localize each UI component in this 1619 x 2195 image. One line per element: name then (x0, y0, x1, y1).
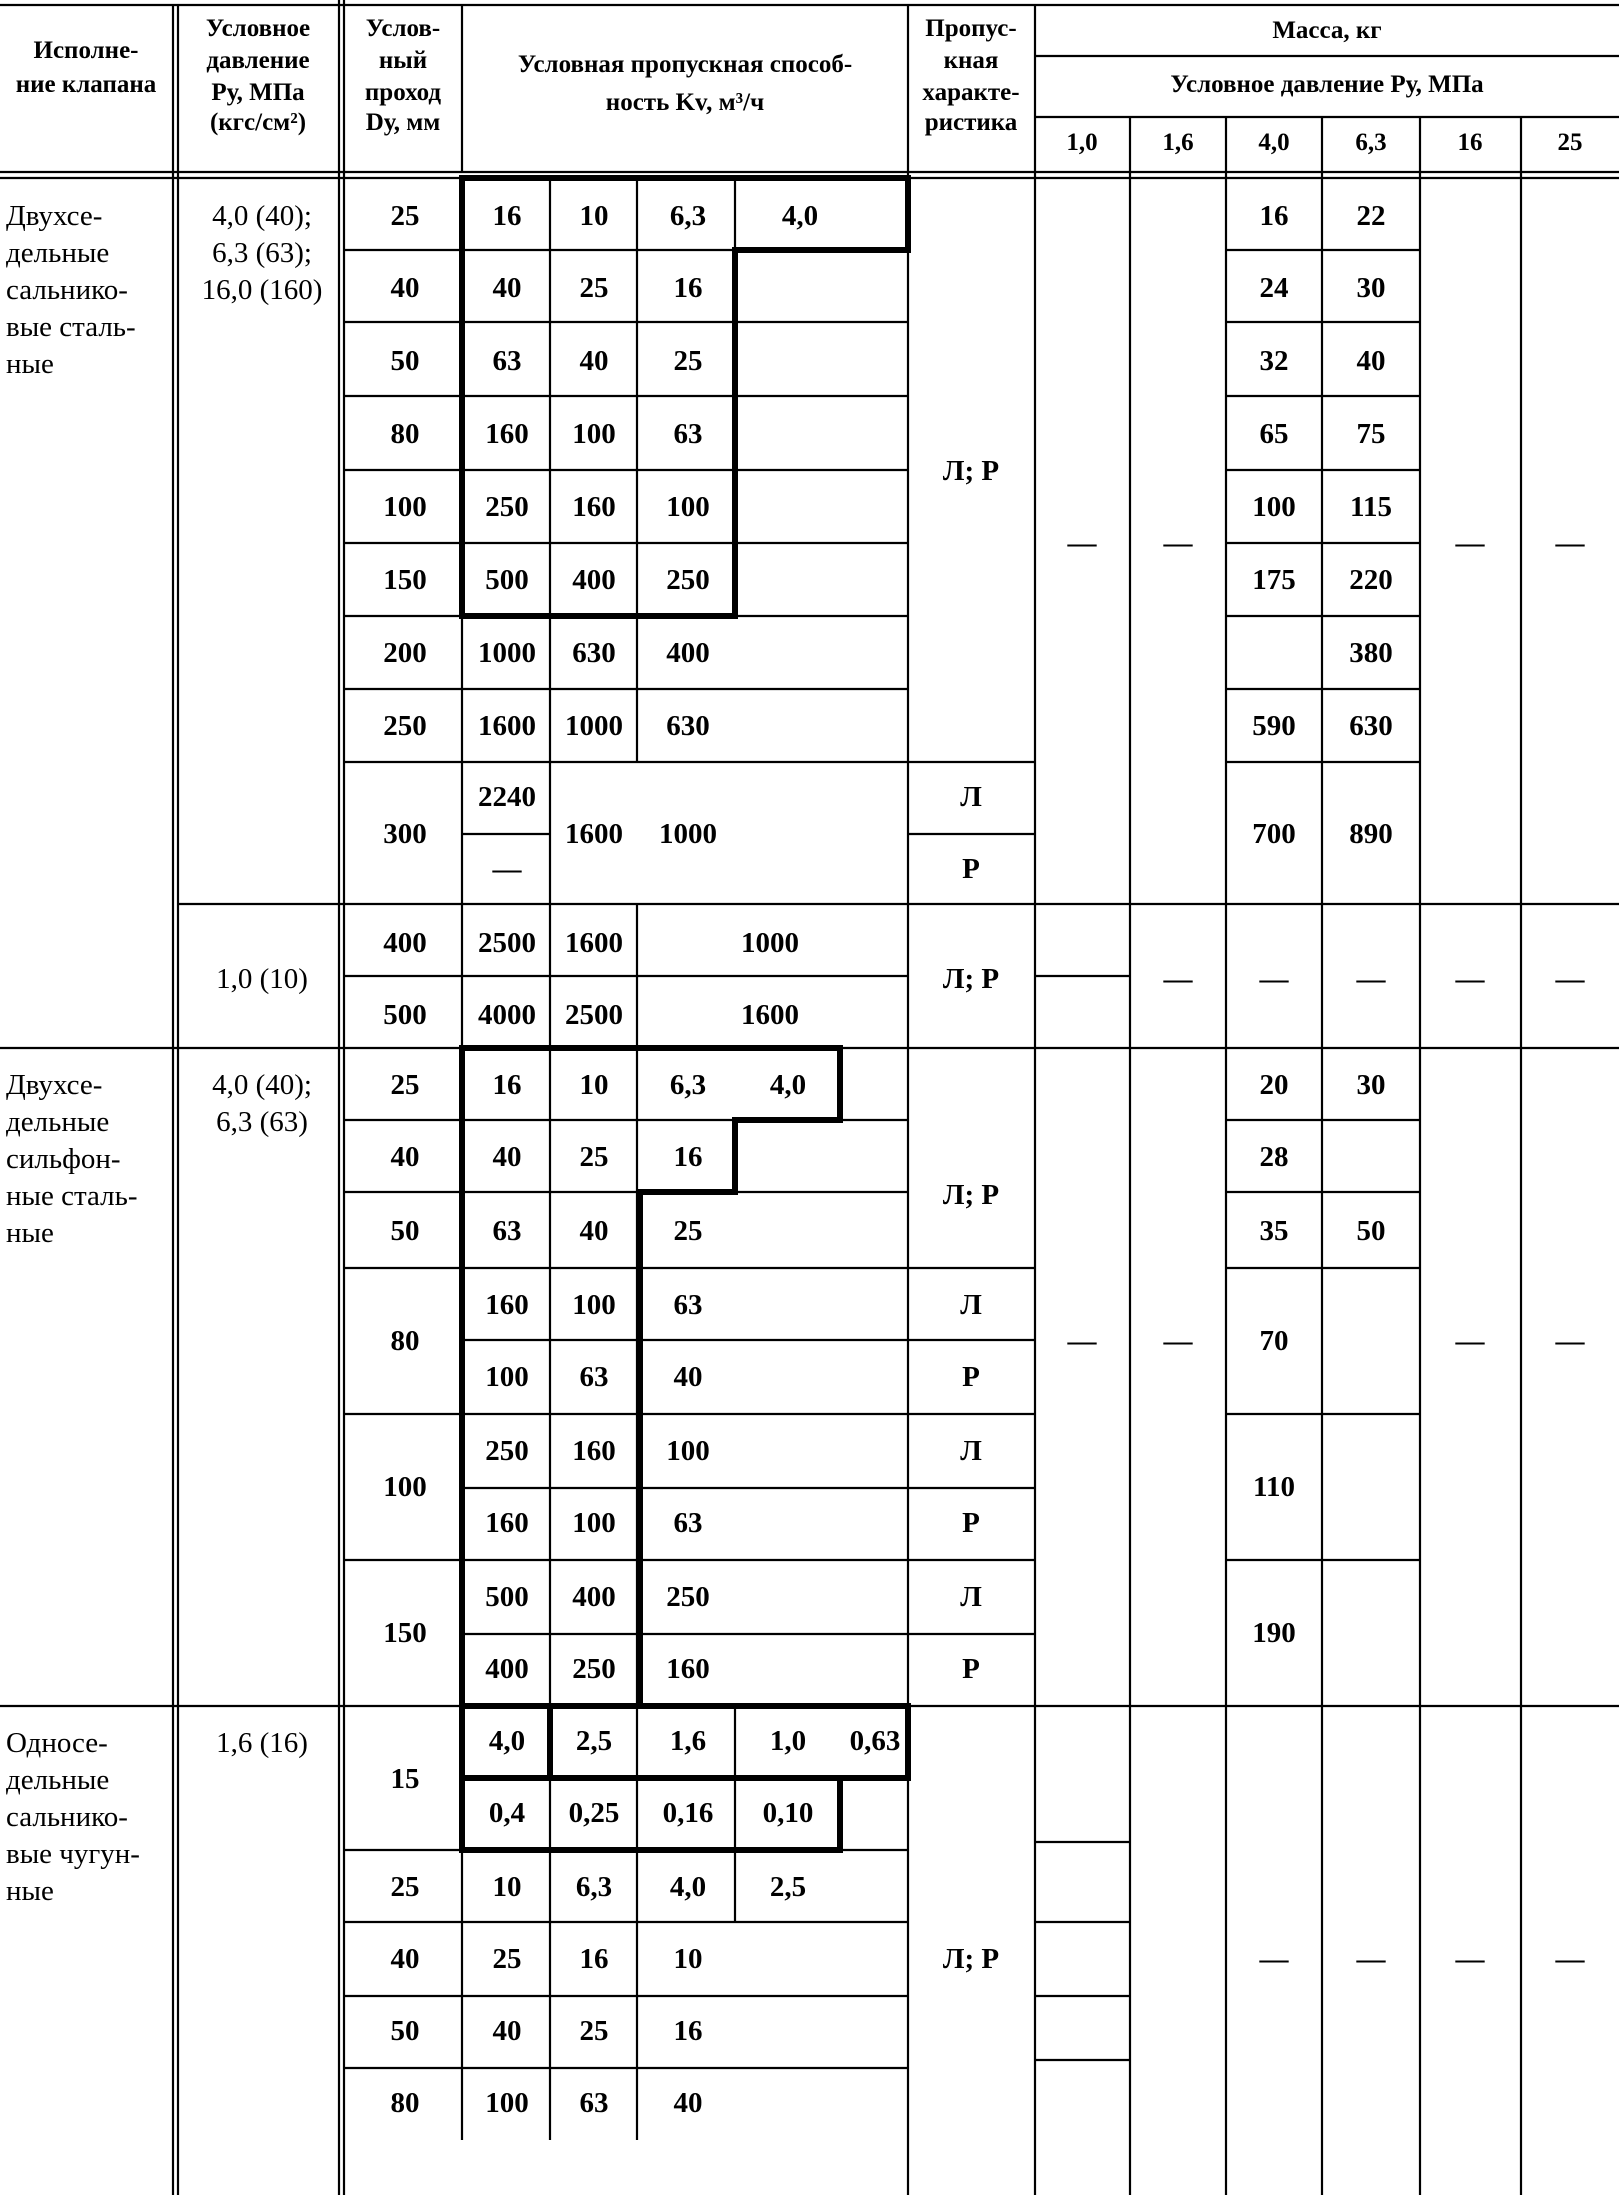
group-3 (6, 1069, 1586, 1685)
g3-m40-25: 20 (1259, 1069, 1289, 1101)
hdr-mass: Масса, кг (1272, 17, 1382, 44)
hdr-mass-p6: 25 (1557, 129, 1583, 156)
g1-kv-150-a: 500 (485, 564, 529, 596)
g1-m40-250: 590 (1252, 710, 1296, 742)
g4-kv-50-a: 40 (492, 2015, 522, 2047)
g4-kv-25-b: 6,3 (575, 1871, 613, 1903)
g4-kv-25-c: 4,0 (669, 1871, 707, 1903)
g4-name-4: вые чугун- (6, 1838, 140, 1870)
g1-kv-80-b: 100 (572, 418, 616, 450)
hdr-mass-sub: Условное давление Pу, МПа (1170, 71, 1484, 98)
g4-dn-80: 80 (390, 2087, 420, 2119)
g1-dn-50: 50 (390, 345, 420, 377)
hdr-pressure-4: (кгс/см²) (209, 109, 307, 136)
g3-char-r-80: Р (962, 1361, 980, 1393)
g4-kv-15-d: 1,0 (769, 1725, 807, 1757)
hdr-pressure-1: Условное (205, 15, 311, 42)
g1-kv-80-a: 160 (485, 418, 529, 450)
g2-mass-160: — (1455, 963, 1485, 995)
g3-m40-40: 28 (1259, 1141, 1289, 1173)
g3-name-5: ные (6, 1217, 54, 1249)
g1-kv-300-a: 2240 (478, 781, 536, 813)
g4-kv-50-b: 25 (579, 2015, 609, 2047)
g1-m40-40: 24 (1259, 272, 1289, 304)
g1-m63-100: 115 (1350, 491, 1392, 523)
g1-char: Л; Р (942, 455, 1000, 487)
g1-m40-100: 100 (1252, 491, 1296, 523)
g4-char: Л; Р (942, 1943, 1000, 1975)
g1-dn-250: 250 (383, 710, 427, 742)
g1-kv-50-a: 63 (492, 345, 522, 377)
hdr-mass-p4: 6,3 (1355, 129, 1387, 156)
g1-m40-25: 16 (1259, 200, 1289, 232)
g2-mass-250: — (1555, 963, 1585, 995)
g1-kv-40-c: 16 (673, 272, 703, 304)
hdr-execution-2: ние клапана (15, 71, 157, 98)
g1-kv-25-b: 10 (579, 200, 609, 232)
g1-kv-50-c: 25 (673, 345, 703, 377)
g4-kv-25-a: 10 (492, 1871, 522, 1903)
g1-pressure-1: 4,0 (40); (212, 200, 312, 232)
g3-kv-40-b: 25 (579, 1141, 609, 1173)
g4-kv-15-c: 1,6 (669, 1725, 707, 1757)
g1-m63-25: 22 (1356, 200, 1386, 232)
g3-mass-160: — (1455, 1325, 1485, 1357)
g4-kv-80-a: 100 (485, 2087, 529, 2119)
g3-kv-25-d: 4,0 (769, 1069, 807, 1101)
g1-kv-250-c: 630 (666, 710, 710, 742)
g1-char-r: Р (962, 853, 980, 885)
g3-kv-150-l-a: 500 (485, 1581, 529, 1613)
g4-kv-15-i: 0,10 (762, 1797, 814, 1829)
g3-kv-100-l-a: 250 (485, 1435, 529, 1467)
g3-dn-25: 25 (390, 1069, 420, 1101)
g3-m40-50: 35 (1259, 1215, 1289, 1247)
g3-kv-80-r-b: 63 (579, 1361, 609, 1393)
g1-kv-150-c: 250 (666, 564, 710, 596)
g3-mass-16: — (1163, 1325, 1193, 1357)
g2-kv-500-b: 2500 (565, 999, 623, 1031)
g3-kv-150-r-c: 160 (666, 1653, 710, 1685)
g3-dn-50: 50 (390, 1215, 420, 1247)
g3-kv-150-l-b: 400 (572, 1581, 616, 1613)
g1-m63-80: 75 (1356, 418, 1386, 450)
g3-kv-40-c: 16 (673, 1141, 703, 1173)
g2-char: Л; Р (942, 963, 1000, 995)
header (16, 15, 1583, 156)
g3-m63-25: 30 (1356, 1069, 1386, 1101)
hdr-mass-p3: 4,0 (1258, 129, 1290, 156)
g3-m63-50: 50 (1356, 1215, 1386, 1247)
g4-kv-15-f: 0,4 (488, 1797, 526, 1829)
g1-m40-150: 175 (1252, 564, 1296, 596)
g4-pressure: 1,6 (16) (216, 1727, 308, 1759)
g1-name-2: дельные (6, 237, 110, 269)
g4-mass-40: — (1259, 1943, 1289, 1975)
hdr-pass-3: проход (364, 79, 442, 106)
g3-dn-150: 150 (383, 1617, 427, 1649)
g2-mass-40: — (1259, 963, 1289, 995)
g3-kv-80-r-c: 40 (673, 1361, 703, 1393)
g1-m63-150: 220 (1349, 564, 1393, 596)
group-2 (216, 927, 1585, 1031)
hdr-char-3: характе- (922, 79, 1020, 106)
g3-kv-80-r-a: 100 (485, 1361, 529, 1393)
g1-kv-150-b: 400 (572, 564, 616, 596)
hdr-pass-4: Dу, мм (365, 109, 441, 136)
g3-kv-100-r-b: 100 (572, 1507, 616, 1539)
g3-name-2: дельные (6, 1106, 110, 1138)
g3-char-l-80: Л (960, 1289, 982, 1321)
g1-m63-250: 630 (1349, 710, 1393, 742)
g1-kv-40-a: 40 (492, 272, 522, 304)
g1-kv-250-b: 1000 (565, 710, 623, 742)
g3-dn-100: 100 (383, 1471, 427, 1503)
g1-m40-300: 700 (1252, 818, 1296, 850)
g1-mass-16: — (1163, 527, 1193, 559)
g4-name-1: Односе- (6, 1727, 108, 1759)
g4-dn-50: 50 (390, 2015, 420, 2047)
g3-kv-100-l-b: 160 (572, 1435, 616, 1467)
g4-kv-15-b: 2,5 (575, 1725, 613, 1757)
g3-char-l-100: Л (960, 1435, 982, 1467)
g3-kv-50-b: 40 (579, 1215, 609, 1247)
g1-kv-100-a: 250 (485, 491, 529, 523)
g2-dn-400: 400 (383, 927, 427, 959)
g1-name-4: вые сталь- (6, 311, 136, 343)
g1-dn-100: 100 (383, 491, 427, 523)
g2-dn-500: 500 (383, 999, 427, 1031)
g3-kv-150-r-a: 400 (485, 1653, 529, 1685)
g1-kv-100-b: 160 (572, 491, 616, 523)
g3-m40-150: 190 (1252, 1617, 1296, 1649)
g2-kv-500-c: 1600 (741, 999, 799, 1031)
g2-kv-500-a: 4000 (478, 999, 536, 1031)
g3-name-3: сильфон- (6, 1143, 121, 1175)
g4-dn-25: 25 (390, 1871, 420, 1903)
g4-kv-80-c: 40 (673, 2087, 703, 2119)
g3-kv-50-c: 25 (673, 1215, 703, 1247)
g1-kv-200-c: 400 (666, 637, 710, 669)
g4-mass-250: — (1555, 1943, 1585, 1975)
g2-kv-400-a: 2500 (478, 927, 536, 959)
g3-kv-25-b: 10 (579, 1069, 609, 1101)
hdr-pass-2: ный (378, 47, 428, 74)
hdr-char-1: Пропус- (925, 15, 1017, 42)
g1-dn-300: 300 (383, 818, 427, 850)
g4-kv-15-h: 0,16 (662, 1797, 714, 1829)
g4-mass-160: — (1455, 1943, 1485, 1975)
g1-m40-50: 32 (1259, 345, 1289, 377)
g4-name-3: сальнико- (6, 1801, 128, 1833)
g1-pressure-2: 6,3 (63); (212, 237, 312, 269)
hdr-mass-p1: 1,0 (1066, 129, 1098, 156)
hdr-char-2: кная (943, 47, 999, 74)
g3-char-l-150: Л (960, 1581, 982, 1613)
g2-mass-16: — (1163, 963, 1193, 995)
g3-dn-40: 40 (390, 1141, 420, 1173)
g3-kv-25-a: 16 (492, 1069, 522, 1101)
g2-kv-400-b: 1600 (565, 927, 623, 959)
g4-name-5: ные (6, 1875, 54, 1907)
hdr-char-4: ристика (924, 109, 1018, 136)
g2-kv-400-c: 1000 (741, 927, 799, 959)
g1-kv-40-b: 25 (579, 272, 609, 304)
g3-dn-80: 80 (390, 1325, 420, 1357)
g3-pressure-1: 4,0 (40); (212, 1069, 312, 1101)
g3-kv-150-l-c: 250 (666, 1581, 710, 1613)
g3-m40-100: 110 (1253, 1471, 1295, 1503)
g1-kv-25-a: 16 (492, 200, 522, 232)
hdr-execution-1: Исполне- (33, 37, 139, 64)
g3-kv-150-r-b: 250 (572, 1653, 616, 1685)
g4-dn-15: 15 (390, 1763, 420, 1795)
g1-kv-100-c: 100 (666, 491, 710, 523)
hdr-pressure-2: давление (206, 47, 310, 74)
g1-kv-300-c: 1000 (659, 818, 717, 850)
g4-name-2: дельные (6, 1764, 110, 1796)
g1-dn-200: 200 (383, 637, 427, 669)
g3-name-1: Двухсе- (6, 1069, 103, 1101)
hdr-kv-1: Условная пропускная способ- (517, 51, 853, 78)
g1-kv-300-b: 1600 (565, 818, 623, 850)
g4-dn-40: 40 (390, 1943, 420, 1975)
g1-kv-50-b: 40 (579, 345, 609, 377)
g3-kv-40-a: 40 (492, 1141, 522, 1173)
g3-kv-80-l-b: 100 (572, 1289, 616, 1321)
hdr-mass-p2: 1,6 (1162, 129, 1194, 156)
g1-kv-80-c: 63 (673, 418, 703, 450)
g3-char-top: Л; Р (942, 1179, 1000, 1211)
g4-mass-63: — (1356, 1943, 1386, 1975)
g1-m63-50: 40 (1356, 345, 1386, 377)
g3-kv-25-c: 6,3 (669, 1069, 707, 1101)
g3-char-r-100: Р (962, 1507, 980, 1539)
g3-kv-80-l-c: 63 (673, 1289, 703, 1321)
g1-dn-150: 150 (383, 564, 427, 596)
g1-char-l: Л (960, 781, 982, 813)
g3-mass-10: — (1067, 1325, 1097, 1357)
g4-kv-40-a: 25 (492, 1943, 522, 1975)
g1-mass-160: — (1455, 527, 1485, 559)
g1-dn-25: 25 (390, 200, 420, 232)
g3-char-r-150: Р (962, 1653, 980, 1685)
g1-m63-300: 890 (1349, 818, 1393, 850)
g1-m63-200: 380 (1349, 637, 1393, 669)
g4-kv-15-e: 0,63 (849, 1725, 901, 1757)
g4-kv-25-d: 2,5 (769, 1871, 807, 1903)
g1-dn-40: 40 (390, 272, 420, 304)
hdr-kv-2: ность Kv, м³/ч (605, 89, 765, 116)
g4-kv-40-c: 10 (673, 1943, 703, 1975)
g1-m40-80: 65 (1259, 418, 1289, 450)
g1-mass-250: — (1555, 527, 1585, 559)
g1-m63-40: 30 (1356, 272, 1386, 304)
g1-name-3: сальнико- (6, 274, 128, 306)
g4-kv-15-a: 4,0 (488, 1725, 526, 1757)
g4-kv-40-b: 16 (579, 1943, 609, 1975)
g1-mass-10: — (1067, 527, 1097, 559)
g1-kv-200-b: 630 (572, 637, 616, 669)
g2-mass-63: — (1356, 963, 1386, 995)
g1-name-5: ные (6, 348, 54, 380)
g3-kv-100-r-a: 160 (485, 1507, 529, 1539)
g1-dn-80: 80 (390, 418, 420, 450)
g4-kv-50-c: 16 (673, 2015, 703, 2047)
hdr-pressure-3: Pу, МПа (211, 79, 305, 106)
g1-name-1: Двухсе- (6, 200, 103, 232)
g3-kv-100-l-c: 100 (666, 1435, 710, 1467)
g1-kv-25-d: 4,0 (781, 200, 819, 232)
hdr-pass-1: Услов- (365, 15, 441, 42)
g4-kv-15-g: 0,25 (568, 1797, 620, 1829)
g1-kv-250-a: 1600 (478, 710, 536, 742)
g3-kv-80-l-a: 160 (485, 1289, 529, 1321)
g3-m40-80: 70 (1259, 1325, 1289, 1357)
g3-kv-100-r-c: 63 (673, 1507, 703, 1539)
g1-kv-25-c: 6,3 (669, 200, 707, 232)
g2-pressure: 1,0 (10) (216, 963, 308, 995)
g3-pressure-2: 6,3 (63) (216, 1106, 308, 1138)
g1-kv-200-a: 1000 (478, 637, 536, 669)
hdr-mass-p5: 16 (1457, 129, 1483, 156)
g3-mass-250: — (1555, 1325, 1585, 1357)
g1-pressure-3: 16,0 (160) (201, 274, 323, 306)
g1-kv-300-dash: — (492, 853, 522, 885)
g4-kv-80-b: 63 (579, 2087, 609, 2119)
g3-kv-50-a: 63 (492, 1215, 522, 1247)
g3-name-4: ные сталь- (6, 1180, 138, 1212)
